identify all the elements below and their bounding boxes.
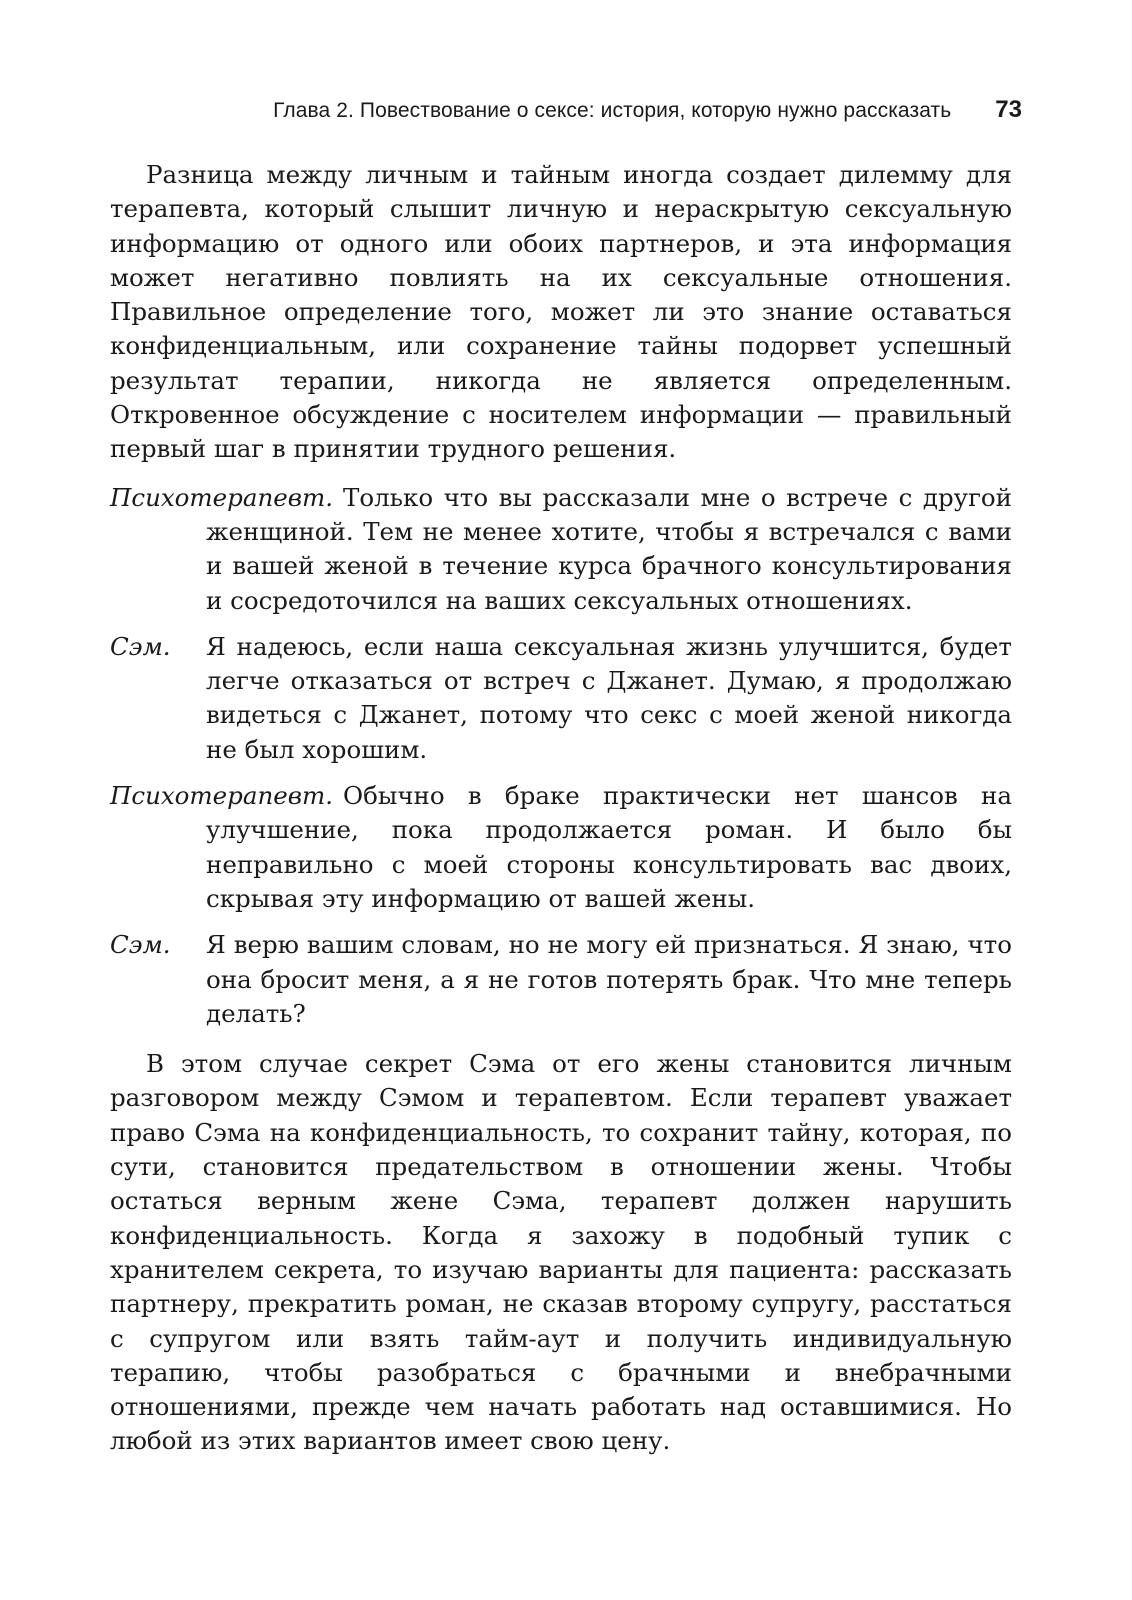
speaker-label: Психотерапевт. bbox=[110, 781, 334, 811]
dialogue-turn bbox=[110, 481, 1012, 618]
running-title: Глава 2. Повествование о сексе: история, которую нужно рассказать bbox=[273, 99, 952, 122]
dialogue-turn bbox=[110, 630, 1012, 767]
dialogue-text: Я верю вашим словам, но не могу ей признаться. Я знаю, что она бросит меня, а я не готов потерять брак. Что мне теперь делать? bbox=[206, 930, 1012, 1028]
page-body bbox=[110, 158, 1012, 1459]
paragraph-conclusion: В этом случае секрет Сэма от его жены становится личным разговором между Сэмом и терапевтом. Если терапевт уважает право Сэма на конфиденциальность, то сохранит тайну, которая, по сути, становится предательством в отношении жены. Чтобы остаться верным жене Сэма, терапевт должен нарушить конфиденциальность. Когда я захожу в подобный тупик с хранителем секрета, то изучаю варианты для пациента: рассказать партнеру, прекратить роман, не сказав второму супругу, расстаться с супругом или взять тайм-аут и получить индивидуальную терапию, чтобы разобраться с брачными и внебрачными отношениями, прежде чем начать работать над оставшимися. Но любой из этих вариантов имеет свою цену. bbox=[110, 1049, 1012, 1456]
page-number: 73 bbox=[995, 96, 1022, 123]
speaker-label: Сэм. bbox=[110, 631, 171, 661]
dialogue-text: Я надеюсь, если наша сексуальная жизнь улучшится, будет легче отказаться от встреч с Джанет. Думаю, я продолжаю видеться с Джанет, потому что секс с моей женой никогда не был хорошим. bbox=[206, 631, 1012, 764]
speaker-label: Психотерапевт. bbox=[110, 482, 334, 512]
paragraph-intro: Разница между личным и тайным иногда создает дилемму для терапевта, который слышит личную и нераскрытую сексуальную информацию от одного или обоих партнеров, и эта информация может негативно повлиять на их сексуальные отношения. Правильное определение того, может ли это знание оставаться конфиденциальным, или сохранение тайны подорвет успешный результат терапии, никогда не является определенным. Откровенное обсуждение с носителем информации — правильный первый шаг в принятии трудного решения. bbox=[110, 160, 1012, 464]
dialogue-text: Обычно в браке практически нет шансов на улучшение, пока продолжается роман. И было бы неправильно с моей стороны консультировать вас двоих, скрывая эту информацию от вашей жены. bbox=[206, 781, 1012, 913]
speaker-label: Сэм. bbox=[110, 930, 171, 960]
dialogue-turn bbox=[110, 779, 1012, 916]
dialogue-text: Только что вы рассказали мне о встрече с другой женщиной. Тем не менее хотите, чтобы я встречался с вами и вашей женой в течение курса брачного консультирования и сосредоточился на ваших сексуальных отношениях. bbox=[206, 482, 1012, 615]
dialogue-turn bbox=[110, 928, 1012, 1031]
running-header bbox=[110, 96, 1022, 136]
